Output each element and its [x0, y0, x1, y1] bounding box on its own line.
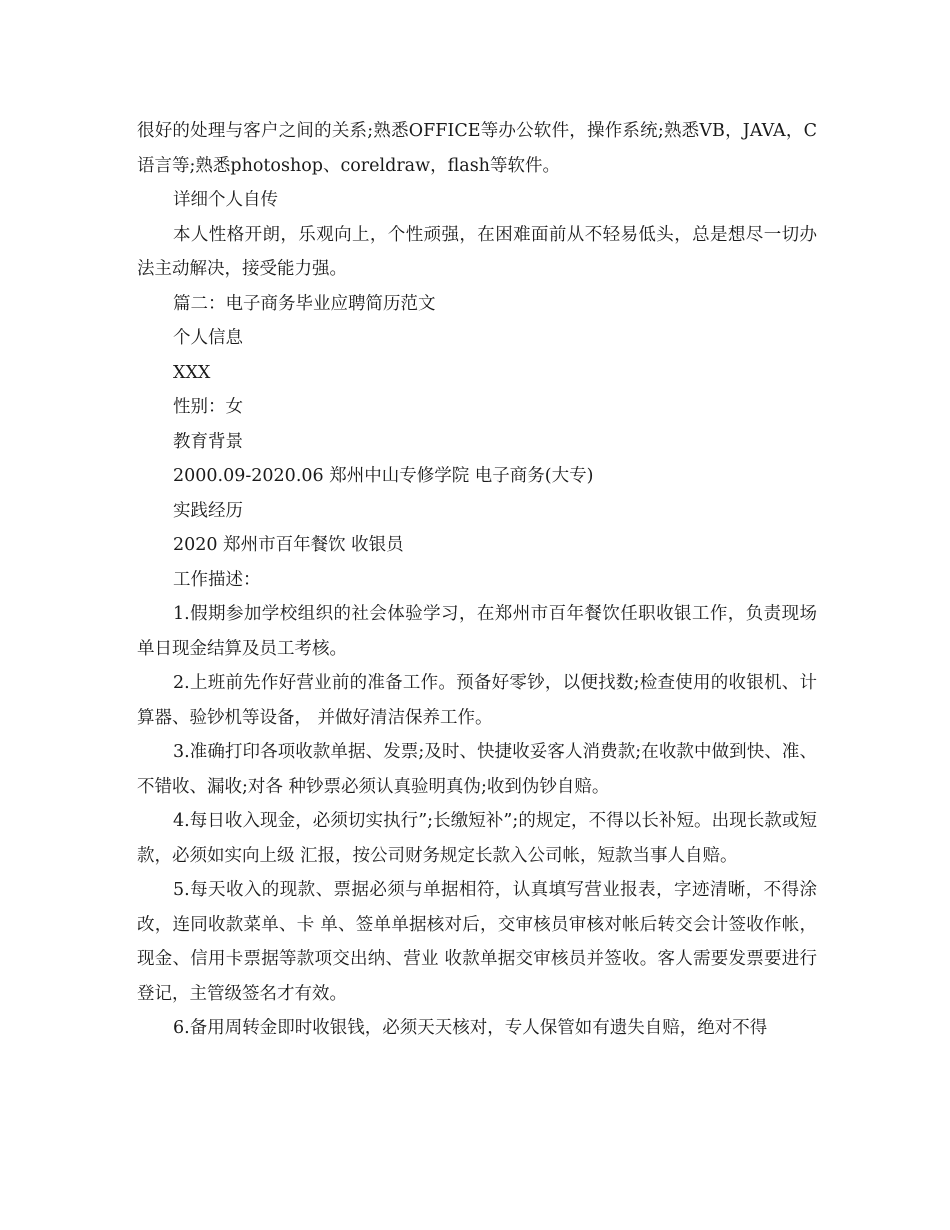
job-duty-6: 6.备用周转金即时收银钱，必须天天核对，专人保管如有遗失自赔，绝对不得 [173, 1018, 768, 1038]
section-heading-job-description: 工作描述： [173, 569, 261, 590]
gender-line: 性别：女 [173, 397, 243, 417]
chapter-title: 篇二：电子商务毕业应聘简历范文 [173, 293, 436, 314]
job-duty-1: 1.假期参加学校组织的社会体验学习，在郑州市百年餐饮任职收银工作，负责现场单日现金结算及员工考核。 [137, 604, 817, 659]
autobiography-paragraph: 本人性格开朗，乐观向上，个性顽强，在困难面前从不轻易低头，总是想尽一切办法主动解决，接受能力强。 [137, 224, 817, 279]
section-heading-education: 教育背景 [173, 431, 243, 452]
job-duty-3: 3.准确打印各项收款单据、发票;及时、快捷收妥客人消费款;在收款中做到快、准、不错收、漏收;对各 种钞票必须认真验明真伪;收到伪钞自赔。 [137, 742, 817, 797]
name-line: XXX [173, 362, 211, 383]
job-duty-4: 4.每日收入现金，必须切实执行”;长缴短补”;的规定，不得以长补短。出现长款或短款，必须如实向上级 汇报，按公司财务规定长款入公司帐，短款当事人自赔。 [137, 811, 817, 866]
education-entry: 2000.09-2020.06 郑州中山专修学院 电子商务(大专) [173, 466, 594, 486]
job-duty-2: 2.上班前先作好营业前的准备工作。预备好零钞，以便找数;检查使用的收银机、计算器、验钞机等设备， 并做好清洁保养工作。 [137, 673, 817, 728]
section-heading-autobiography: 详细个人自传 [173, 190, 278, 210]
section-heading-experience: 实践经历 [173, 500, 243, 521]
skills-paragraph: 很好的处理与客户之间的关系;熟悉OFFICE等办公软件，操作系统;熟悉VB，JAVA，C语言等;熟悉photoshop、coreldraw，flash等软件。 [137, 121, 817, 176]
document-body [137, 114, 817, 1046]
section-heading-personal-info: 个人信息 [173, 328, 243, 348]
experience-entry: 2020 郑州市百年餐饮 收银员 [173, 535, 404, 555]
job-duty-5: 5.每天收入的现款、票据必须与单据相符，认真填写营业报表，字迹清晰，不得涂改，连同收款菜单、卡 单、签单单据核对后，交审核员审核对帐后转交会计签收作帐，现金、信用卡票据等款项交出纳、营业 收款单据交审核员并签收。客人需要发票要进行登记，主管级签名才有效。 [137, 880, 817, 1004]
